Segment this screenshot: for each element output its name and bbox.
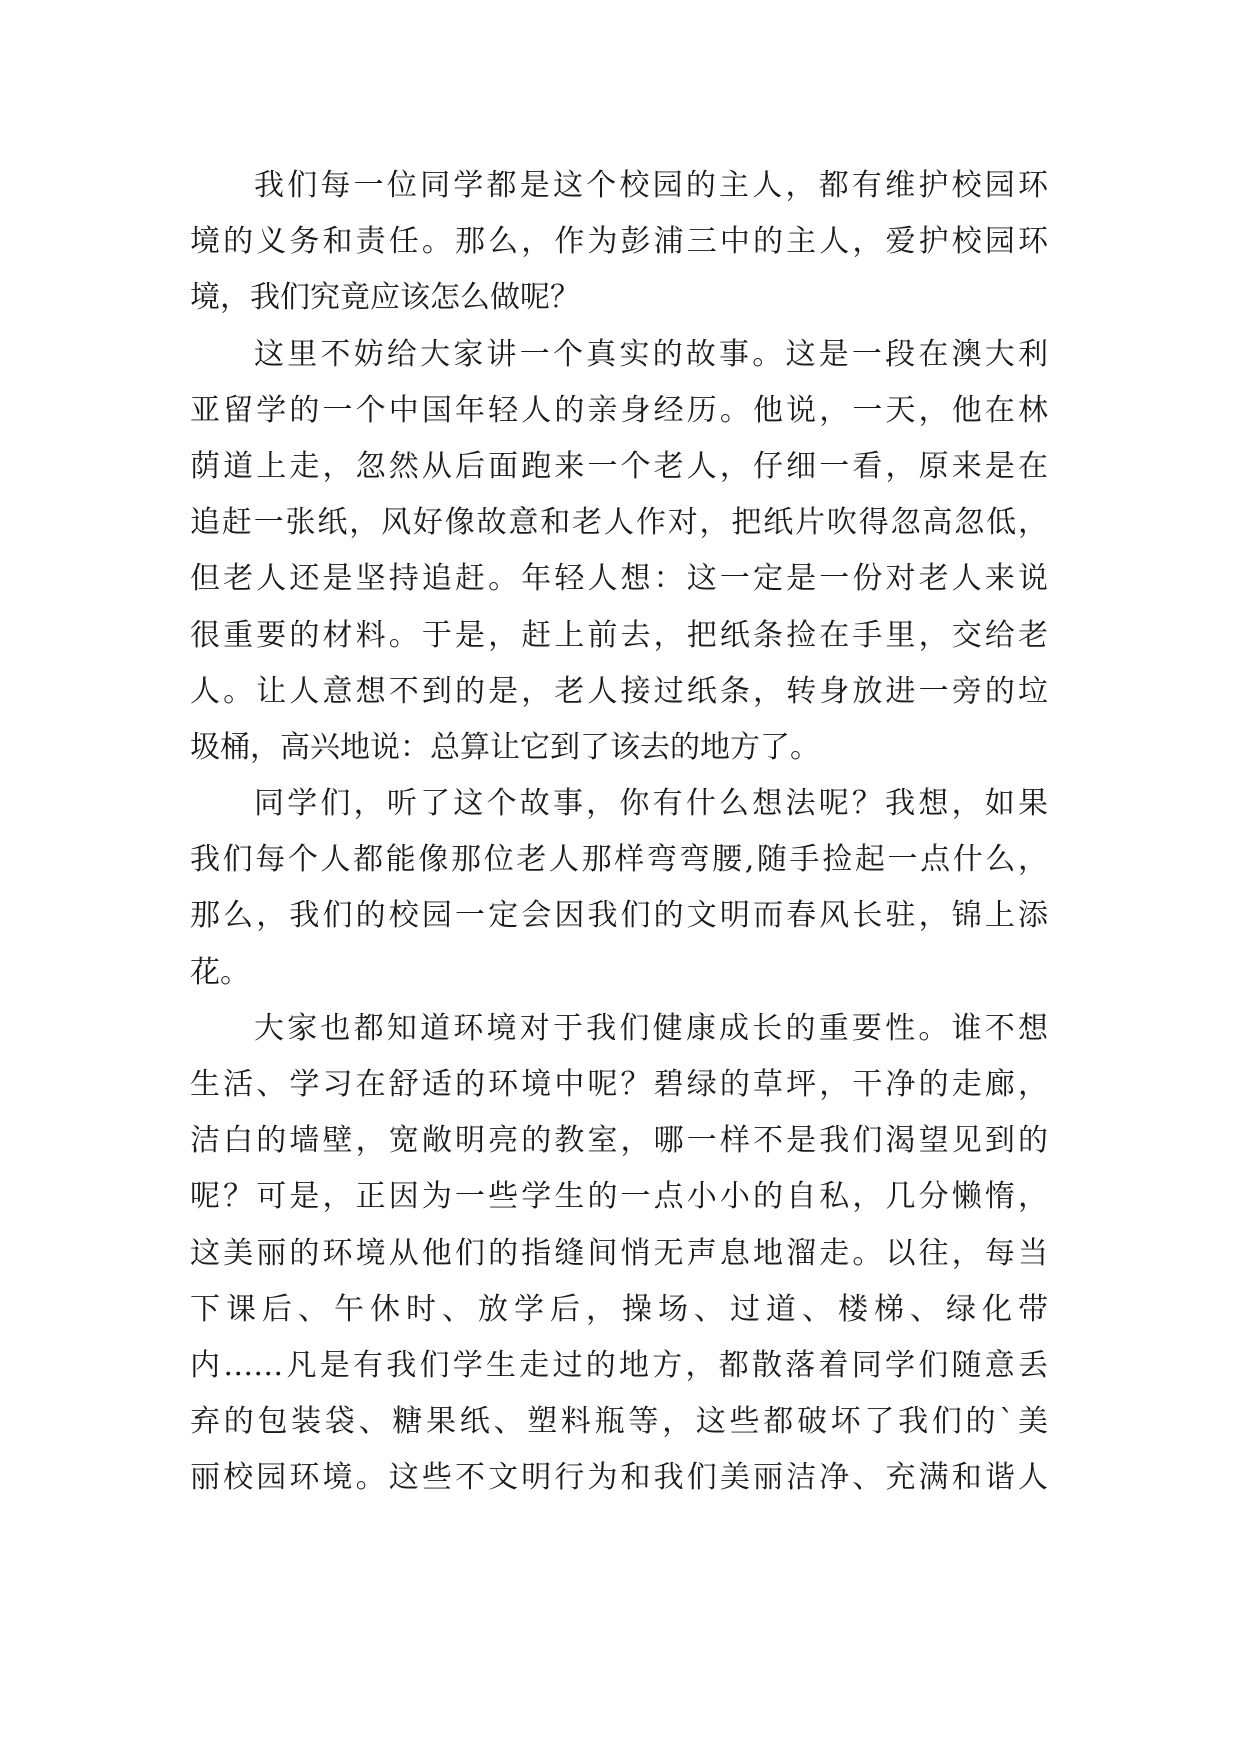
text-line: 我们每个人都能像那位老人那样弯弯腰,随手捡起一点什么， (190, 842, 1048, 878)
text-line: 下课后、午休时、放学后，操场、过道、楼梯、绿化带 (190, 1291, 1048, 1327)
text-line: 亚留学的一个中国年轻人的亲身经历。他说，一天，他在林 (190, 392, 1048, 428)
text-line: 很重要的材料。于是，赶上前去，把纸条捡在手里，交给老 (190, 617, 1048, 653)
text-line: 花。 (190, 954, 250, 990)
text-line: 那么，我们的校园一定会因我们的文明而春风长驻，锦上添 (190, 898, 1048, 934)
text-line: 同学们，听了这个故事，你有什么想法呢？我想，如果 (254, 786, 1048, 822)
text-line: 这美丽的环境从他们的指缝间悄无声息地溜走。以往，每当 (190, 1235, 1048, 1271)
text-line: 内……凡是有我们学生走过的地方，都散落着同学们随意丢 (190, 1347, 1048, 1383)
text-line: 这里不妨给大家讲一个真实的故事。这是一段在澳大利 (254, 336, 1048, 372)
text-line: 人。让人意想不到的是，老人接过纸条，转身放进一旁的垃 (190, 673, 1048, 709)
text-line: 生活、学习在舒适的环境中呢？碧绿的草坪，干净的走廊， (190, 1067, 1048, 1102)
text-line: 但老人还是坚持追赶。年轻人想：这一定是一份对老人来说 (190, 561, 1048, 597)
text-line: 境，我们究竟应该怎么做呢？ (190, 280, 580, 316)
text-line: 大家也都知道环境对于我们健康成长的重要性。谁不想 (254, 1010, 1048, 1046)
text-line: 洁白的墙壁，宽敞明亮的教室，哪一样不是我们渴望见到的 (190, 1123, 1048, 1159)
text-line: 我们每一位同学都是这个校园的主人，都有维护校园环 (254, 168, 1048, 203)
text-line: 呢？可是，正因为一些学生的一点小小的自私，几分懒惰， (190, 1179, 1048, 1215)
text-line: 境的义务和责任。那么，作为彭浦三中的主人，爱护校园环 (190, 224, 1048, 260)
text-line: 追赶一张纸，风好像故意和老人作对，把纸片吹得忽高忽低， (190, 505, 1048, 541)
text-line: 丽校园环境。这些不文明行为和我们美丽洁净、充满和谐人 (190, 1460, 1048, 1496)
text-line: 圾桶，高兴地说：总算让它到了该去的地方了。 (190, 729, 820, 765)
body-text (190, 158, 1048, 1507)
text-line: 荫道上走，忽然从后面跑来一个老人，仔细一看，原来是在 (190, 448, 1048, 484)
text-line: 弃的包装袋、糖果纸、塑料瓶等，这些都破坏了我们的`美 (190, 1404, 1048, 1440)
